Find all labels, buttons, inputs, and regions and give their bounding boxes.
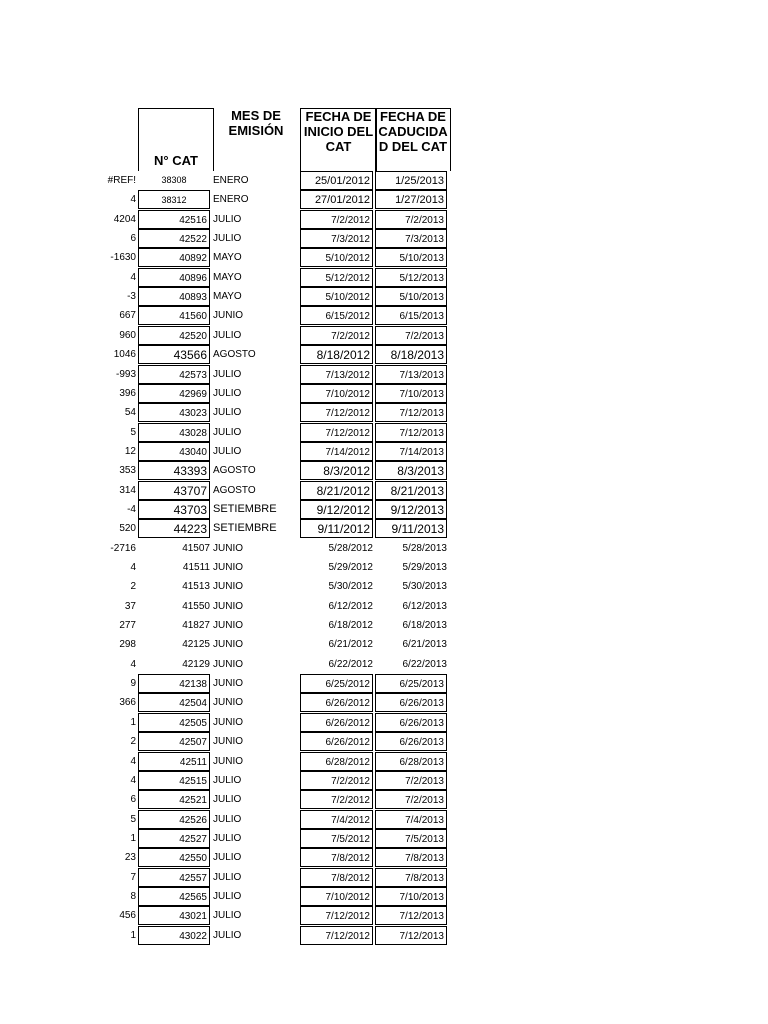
- cell-mes[interactable]: JUNIO: [213, 678, 243, 690]
- cell-fecha-caducidad[interactable]: 5/10/2013: [375, 287, 447, 306]
- cell-fecha-caducidad[interactable]: 6/22/2013: [402, 658, 447, 670]
- cell-cat[interactable]: 43022: [138, 926, 210, 945]
- cell-cat[interactable]: 43393: [138, 461, 210, 480]
- cell-fecha-caducidad[interactable]: 7/13/2013: [375, 365, 447, 384]
- cell-mes[interactable]: JUNIO: [213, 639, 243, 651]
- table-row: [0, 713, 768, 732]
- cell-fecha-inicio[interactable]: 6/26/2012: [300, 713, 373, 732]
- cell-diff[interactable]: -1630: [110, 252, 136, 264]
- table-row: [0, 868, 768, 887]
- cell-diff[interactable]: -3: [127, 291, 136, 303]
- cell-fecha-inicio[interactable]: 7/12/2012: [300, 403, 373, 422]
- cell-mes[interactable]: JUNIO: [213, 542, 243, 554]
- cell-cat[interactable]: 42511: [138, 752, 210, 771]
- cell-cat[interactable]: 42129: [182, 658, 210, 670]
- cell-diff[interactable]: -4: [127, 503, 136, 515]
- cell-diff[interactable]: 667: [119, 310, 136, 322]
- cell-mes[interactable]: JUNIO: [213, 658, 243, 670]
- table-row: [0, 345, 768, 364]
- cell-fecha-inicio[interactable]: 5/29/2012: [328, 562, 373, 573]
- cell-cat[interactable]: 42504: [138, 693, 210, 712]
- table-row: [0, 423, 768, 442]
- cell-fecha-caducidad[interactable]: 6/18/2013: [402, 620, 447, 632]
- cell-fecha-caducidad[interactable]: 1/25/2013: [375, 171, 447, 190]
- cell-fecha-caducidad[interactable]: 7/12/2013: [375, 906, 447, 925]
- table-row: [0, 268, 768, 287]
- cell-cat[interactable]: 44223: [138, 519, 210, 538]
- cell-diff[interactable]: 37: [124, 600, 136, 612]
- cell-fecha-caducidad[interactable]: 7/5/2013: [375, 829, 447, 848]
- cell-cat[interactable]: 42557: [138, 868, 210, 887]
- cell-diff[interactable]: 6: [130, 233, 136, 245]
- cell-cat[interactable]: 42505: [138, 713, 210, 732]
- table-row: [0, 674, 768, 693]
- cell-fecha-inicio[interactable]: 6/12/2012: [328, 600, 373, 612]
- cell-cat[interactable]: 42521: [138, 790, 210, 809]
- cell-fecha-caducidad[interactable]: 6/26/2013: [375, 732, 447, 751]
- cell-fecha-caducidad[interactable]: 7/2/2013: [375, 771, 447, 790]
- cell-fecha-inicio[interactable]: 6/18/2012: [328, 620, 373, 632]
- table-row: [0, 848, 768, 867]
- cell-fecha-inicio[interactable]: 7/2/2012: [300, 771, 373, 790]
- cell-fecha-inicio[interactable]: 8/3/2012: [300, 461, 373, 480]
- cell-fecha-inicio[interactable]: 7/12/2012: [300, 906, 373, 925]
- cell-fecha-caducidad[interactable]: 9/12/2013: [375, 500, 447, 519]
- cell-fecha-caducidad[interactable]: 6/15/2013: [375, 306, 447, 325]
- cell-mes[interactable]: SETIEMBRE: [213, 502, 277, 515]
- cell-diff[interactable]: 4204: [113, 213, 136, 225]
- table-row: [0, 558, 768, 577]
- table-row: [0, 829, 768, 848]
- cell-diff[interactable]: 8: [130, 890, 136, 902]
- cell-diff[interactable]: 314: [119, 484, 136, 496]
- cell-cat[interactable]: 42526: [138, 810, 210, 829]
- cell-mes[interactable]: MAYO: [213, 271, 242, 283]
- table-row: [0, 384, 768, 403]
- cell-cat[interactable]: 42969: [138, 384, 210, 403]
- cell-mes[interactable]: JULIO: [213, 329, 242, 341]
- cell-diff[interactable]: 6: [130, 794, 136, 806]
- cell-fecha-inicio[interactable]: 25/01/2012: [300, 171, 373, 190]
- cell-diff[interactable]: 277: [119, 620, 136, 632]
- cell-mes[interactable]: MAYO: [213, 252, 242, 264]
- cell-mes[interactable]: JULIO: [213, 445, 242, 457]
- cell-fecha-caducidad[interactable]: 8/3/2013: [375, 461, 447, 480]
- cell-cat[interactable]: 41827: [182, 620, 210, 632]
- table-row: [0, 365, 768, 384]
- cell-mes[interactable]: JULIO: [213, 426, 242, 438]
- cell-diff[interactable]: -2716: [110, 542, 136, 554]
- cell-fecha-caducidad[interactable]: 6/12/2013: [402, 600, 447, 612]
- cell-fecha-inicio[interactable]: 5/30/2012: [328, 581, 373, 593]
- cell-fecha-inicio[interactable]: 27/01/2012: [300, 190, 373, 209]
- cell-fecha-inicio[interactable]: 7/10/2012: [300, 887, 373, 906]
- cell-mes[interactable]: JUNIO: [213, 716, 243, 728]
- cell-fecha-caducidad[interactable]: 5/12/2013: [375, 268, 447, 287]
- cell-fecha-inicio[interactable]: 6/26/2012: [300, 732, 373, 751]
- cell-fecha-inicio[interactable]: 7/2/2012: [300, 210, 373, 229]
- table-row: [0, 519, 768, 538]
- cell-diff[interactable]: 9: [130, 678, 136, 690]
- cell-fecha-inicio[interactable]: 5/12/2012: [300, 268, 373, 287]
- cell-diff[interactable]: 4: [130, 774, 136, 786]
- cell-cat[interactable]: 38312: [138, 190, 210, 209]
- cell-fecha-inicio[interactable]: 7/13/2012: [300, 365, 373, 384]
- cell-fecha-caducidad[interactable]: 6/26/2013: [375, 713, 447, 732]
- cell-cat[interactable]: 43021: [138, 906, 210, 925]
- cell-mes[interactable]: JULIO: [213, 368, 242, 380]
- header-fecha-inicio[interactable]: FECHA DE INICIO DEL CAT: [300, 108, 377, 171]
- cell-mes[interactable]: JULIO: [213, 774, 242, 786]
- cell-fecha-inicio[interactable]: 6/26/2012: [300, 693, 373, 712]
- cell-mes[interactable]: JULIO: [213, 813, 242, 825]
- cell-mes[interactable]: JUNIO: [213, 581, 243, 593]
- table-row: [0, 287, 768, 306]
- cell-fecha-caducidad[interactable]: 8/18/2013: [375, 345, 447, 364]
- cell-cat[interactable]: 42550: [138, 848, 210, 867]
- cell-diff[interactable]: 353: [119, 465, 136, 477]
- table-row: [0, 887, 768, 906]
- cell-cat[interactable]: 40896: [138, 268, 210, 287]
- cell-fecha-inicio[interactable]: 7/5/2012: [300, 829, 373, 848]
- table-row: [0, 500, 768, 519]
- table-row: [0, 210, 768, 229]
- cell-fecha-caducidad[interactable]: 7/12/2013: [375, 926, 447, 945]
- cell-mes[interactable]: AGOSTO: [213, 484, 256, 496]
- table-row: [0, 655, 768, 674]
- cell-fecha-caducidad[interactable]: 5/10/2013: [375, 248, 447, 267]
- cell-fecha-caducidad[interactable]: 7/2/2013: [375, 326, 447, 345]
- cell-fecha-inicio[interactable]: 6/22/2012: [328, 658, 373, 670]
- table-row: [0, 461, 768, 480]
- cell-cat[interactable]: 40892: [138, 248, 210, 267]
- table-row: [0, 616, 768, 635]
- table-row: [0, 539, 768, 558]
- cell-diff[interactable]: 5: [130, 813, 136, 825]
- cell-diff[interactable]: 5: [130, 426, 136, 438]
- cell-fecha-caducidad[interactable]: 6/28/2013: [375, 752, 447, 771]
- cell-fecha-caducidad[interactable]: 7/8/2013: [375, 868, 447, 887]
- cell-mes[interactable]: JULIO: [213, 890, 242, 902]
- table-row: [0, 403, 768, 422]
- table-row: [0, 752, 768, 771]
- cell-fecha-inicio[interactable]: 7/8/2012: [300, 868, 373, 887]
- table-row: [0, 635, 768, 654]
- cell-cat[interactable]: 43040: [138, 442, 210, 461]
- cell-fecha-inicio[interactable]: 7/2/2012: [300, 790, 373, 809]
- cell-mes[interactable]: JULIO: [213, 832, 242, 844]
- table-row: [0, 693, 768, 712]
- cell-mes[interactable]: JUNIO: [213, 736, 243, 748]
- cell-diff[interactable]: 456: [119, 910, 136, 922]
- cell-fecha-inicio[interactable]: 7/10/2012: [300, 384, 373, 403]
- cell-cat[interactable]: 42527: [138, 829, 210, 848]
- table-row: [0, 926, 768, 945]
- cell-mes[interactable]: ENERO: [213, 194, 249, 206]
- cell-diff[interactable]: 520: [119, 523, 136, 535]
- cell-fecha-caducidad[interactable]: 6/26/2013: [375, 693, 447, 712]
- cell-mes[interactable]: SETIEMBRE: [213, 522, 277, 535]
- cell-diff[interactable]: 2: [130, 581, 136, 593]
- cell-cat[interactable]: 43023: [138, 403, 210, 422]
- cell-cat[interactable]: 42507: [138, 732, 210, 751]
- table-row: [0, 229, 768, 248]
- cell-mes[interactable]: JUNIO: [213, 310, 243, 322]
- cell-mes[interactable]: JUNIO: [213, 697, 243, 709]
- cell-fecha-caducidad[interactable]: 7/12/2013: [375, 423, 447, 442]
- cell-mes[interactable]: JUNIO: [213, 620, 243, 632]
- cell-cat[interactable]: 41550: [182, 600, 210, 612]
- cell-fecha-inicio[interactable]: 9/12/2012: [300, 500, 373, 519]
- table-row: [0, 190, 768, 209]
- cell-mes[interactable]: JULIO: [213, 871, 242, 883]
- table-row: [0, 481, 768, 500]
- header-fecha-caducidad[interactable]: FECHA DE CADUCIDA D DEL CAT: [375, 108, 451, 171]
- cell-mes[interactable]: JULIO: [213, 233, 242, 245]
- table-row: [0, 326, 768, 345]
- header-mes-emision[interactable]: MES DE EMISIÓN: [228, 108, 284, 138]
- cell-fecha-caducidad[interactable]: 5/29/2013: [402, 562, 447, 573]
- cell-mes[interactable]: JUNIO: [213, 600, 243, 612]
- cell-diff[interactable]: 4: [130, 194, 136, 206]
- cell-diff[interactable]: 4: [130, 755, 136, 767]
- cell-fecha-inicio[interactable]: 6/15/2012: [300, 306, 373, 325]
- cell-cat[interactable]: 42522: [138, 229, 210, 248]
- cell-diff[interactable]: 4: [130, 562, 136, 573]
- table-row: [0, 597, 768, 616]
- cell-mes[interactable]: ENERO: [213, 175, 249, 186]
- cell-fecha-inicio[interactable]: 7/2/2012: [300, 326, 373, 345]
- cell-fecha-caducidad[interactable]: 7/3/2013: [375, 229, 447, 248]
- cell-diff[interactable]: 12: [124, 445, 136, 457]
- cell-mes[interactable]: JUNIO: [213, 755, 243, 767]
- cell-fecha-inicio[interactable]: 7/8/2012: [300, 848, 373, 867]
- cell-cat[interactable]: 42138: [138, 674, 210, 693]
- cell-cat[interactable]: 42565: [138, 887, 210, 906]
- cell-fecha-caducidad[interactable]: 7/8/2013: [375, 848, 447, 867]
- cell-fecha-inicio[interactable]: 7/3/2012: [300, 229, 373, 248]
- cell-fecha-inicio[interactable]: 6/28/2012: [300, 752, 373, 771]
- table-row: [0, 790, 768, 809]
- cell-fecha-inicio[interactable]: 7/4/2012: [300, 810, 373, 829]
- cell-fecha-caducidad[interactable]: 9/11/2013: [375, 519, 447, 538]
- header-cat[interactable]: [138, 108, 214, 171]
- cell-diff[interactable]: 7: [130, 871, 136, 883]
- cell-fecha-caducidad[interactable]: 7/4/2013: [375, 810, 447, 829]
- cell-cat[interactable]: 41507: [182, 542, 210, 554]
- cell-fecha-inicio[interactable]: 7/14/2012: [300, 442, 373, 461]
- cell-mes[interactable]: JULIO: [213, 407, 242, 419]
- cell-diff[interactable]: 1046: [113, 349, 136, 361]
- cell-fecha-inicio[interactable]: 6/25/2012: [300, 674, 373, 693]
- cell-fecha-inicio[interactable]: 7/12/2012: [300, 423, 373, 442]
- header-cat-label: N° CAT: [154, 153, 198, 168]
- cell-fecha-inicio[interactable]: 5/10/2012: [300, 248, 373, 267]
- table-row: [0, 732, 768, 751]
- cell-mes[interactable]: JULIO: [213, 910, 242, 922]
- cell-fecha-caducidad[interactable]: 6/25/2013: [375, 674, 447, 693]
- cell-mes[interactable]: JUNIO: [213, 562, 243, 573]
- cell-diff[interactable]: 1: [130, 832, 136, 844]
- table-row: [0, 810, 768, 829]
- cell-diff[interactable]: 1: [130, 929, 136, 941]
- cell-diff[interactable]: 1: [130, 716, 136, 728]
- cell-diff[interactable]: -993: [115, 368, 136, 380]
- cell-fecha-caducidad[interactable]: 1/27/2013: [375, 190, 447, 209]
- cell-fecha-caducidad[interactable]: 7/2/2013: [375, 790, 447, 809]
- cell-cat[interactable]: 42515: [138, 771, 210, 790]
- cell-cat[interactable]: 43028: [138, 423, 210, 442]
- cell-diff[interactable]: 396: [119, 387, 136, 399]
- cell-fecha-inicio[interactable]: 5/10/2012: [300, 287, 373, 306]
- cell-diff[interactable]: #REF!: [107, 175, 136, 186]
- cell-fecha-inicio[interactable]: 5/28/2012: [328, 542, 373, 554]
- cell-cat[interactable]: 43566: [138, 345, 210, 364]
- cell-cat[interactable]: 42516: [138, 210, 210, 229]
- cell-fecha-inicio[interactable]: 9/11/2012: [300, 519, 373, 538]
- table-row: [0, 771, 768, 790]
- cell-cat[interactable]: 41560: [138, 306, 210, 325]
- cell-diff[interactable]: 298: [119, 639, 136, 651]
- table-row: [0, 577, 768, 596]
- cell-fecha-inicio[interactable]: 8/18/2012: [300, 345, 373, 364]
- table-row: [0, 306, 768, 325]
- cell-fecha-inicio[interactable]: 7/12/2012: [300, 926, 373, 945]
- cell-mes[interactable]: JULIO: [213, 387, 242, 399]
- cell-fecha-caducidad[interactable]: 5/28/2013: [402, 542, 447, 554]
- cell-diff[interactable]: 4: [130, 658, 136, 670]
- cell-cat[interactable]: 42573: [138, 365, 210, 384]
- cell-diff[interactable]: 366: [119, 697, 136, 709]
- cell-cat[interactable]: 41511: [182, 562, 210, 573]
- cell-cat[interactable]: 42125: [182, 639, 210, 651]
- cell-fecha-caducidad[interactable]: 7/10/2013: [375, 887, 447, 906]
- cell-mes[interactable]: AGOSTO: [213, 465, 256, 477]
- cell-cat[interactable]: 42520: [138, 326, 210, 345]
- cell-fecha-caducidad[interactable]: 7/10/2013: [375, 384, 447, 403]
- cell-fecha-inicio[interactable]: 6/21/2012: [328, 639, 373, 651]
- table-row: [0, 442, 768, 461]
- cell-diff[interactable]: 54: [124, 407, 136, 419]
- cell-mes[interactable]: JULIO: [213, 794, 242, 806]
- cell-mes[interactable]: AGOSTO: [213, 349, 256, 361]
- cell-fecha-caducidad[interactable]: 5/30/2013: [402, 581, 447, 593]
- cell-diff[interactable]: 23: [124, 852, 136, 864]
- cell-mes[interactable]: JULIO: [213, 929, 242, 941]
- cell-fecha-caducidad[interactable]: 8/21/2013: [375, 481, 447, 500]
- cell-cat[interactable]: 38308: [161, 175, 187, 185]
- table-row: [0, 171, 768, 190]
- cell-fecha-caducidad[interactable]: 6/21/2013: [402, 639, 447, 651]
- cell-diff[interactable]: 4: [130, 271, 136, 283]
- cell-mes[interactable]: JULIO: [213, 213, 242, 225]
- cell-cat[interactable]: 43707: [138, 481, 210, 500]
- cell-diff[interactable]: 2: [130, 736, 136, 748]
- cell-cat[interactable]: 40893: [138, 287, 210, 306]
- cell-diff[interactable]: 960: [119, 329, 136, 341]
- cell-fecha-caducidad[interactable]: 7/12/2013: [375, 403, 447, 422]
- table-row: [0, 906, 768, 925]
- cell-fecha-inicio[interactable]: 8/21/2012: [300, 481, 373, 500]
- cell-fecha-caducidad[interactable]: 7/14/2013: [375, 442, 447, 461]
- cell-cat[interactable]: 41513: [182, 581, 210, 593]
- cell-mes[interactable]: MAYO: [213, 291, 242, 303]
- table-row: [0, 248, 768, 267]
- cell-cat[interactable]: 43703: [138, 500, 210, 519]
- cell-mes[interactable]: JULIO: [213, 852, 242, 864]
- cell-fecha-caducidad[interactable]: 7/2/2013: [375, 210, 447, 229]
